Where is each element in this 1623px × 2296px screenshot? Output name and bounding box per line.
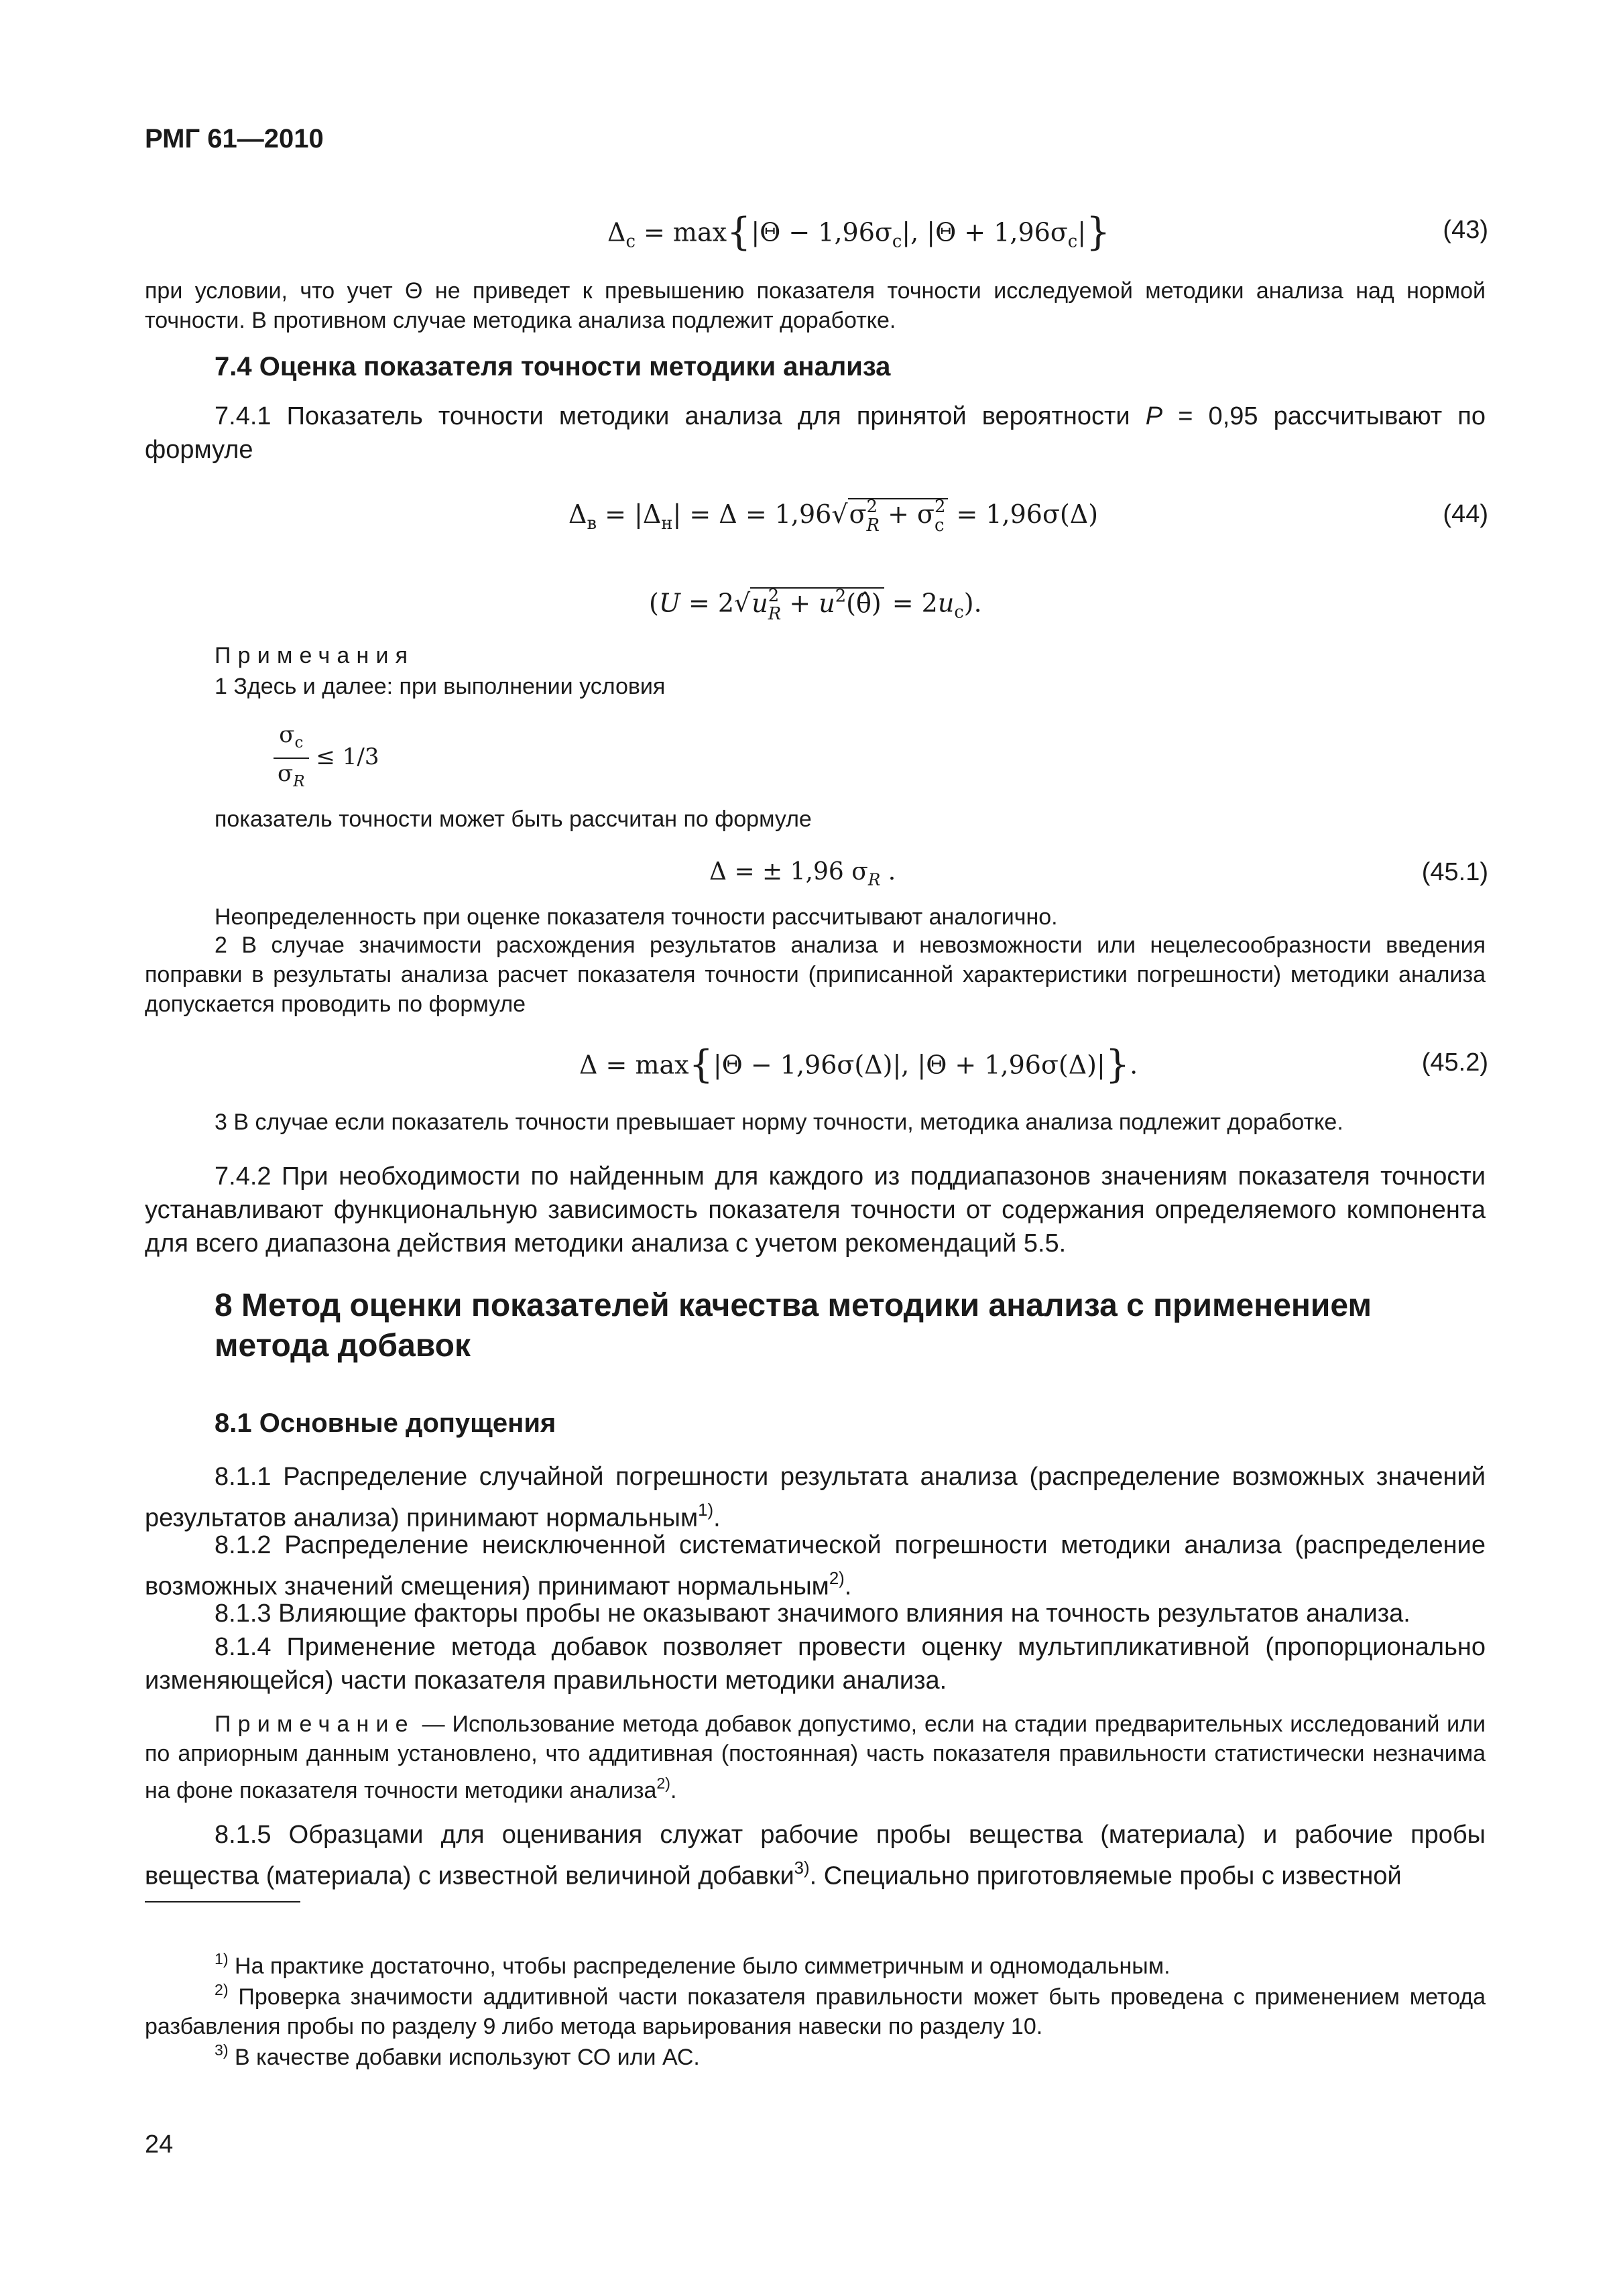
equation-number-45-2: (45.2) xyxy=(1421,1048,1488,1077)
note-2-text: 2 В случае значимости расхождения результатов анализа и невозможности или нецелесообразности введения поправки в результаты анализа расчет показателя точности (приписанной характеристики погрешности) методики анализа допускается проводить по формуле xyxy=(145,932,1486,1017)
notes-label: Примечания xyxy=(215,643,415,668)
section-8-1-heading: 8.1 Основные допущения xyxy=(215,1408,556,1438)
note-8-1-4: Примечание — Использование метода добавок допустимо, если на стадии предварительных исследований или по априорным данным установлено, что аддитивная (постоянная) часть показателя правильности статистически незначима на фоне показателя точности методики анализа$^{2)}$. xyxy=(145,1711,1486,1803)
footnote-2: $^{2)}$ Проверка значимости аддитивной части показателя правильности может быть проведена с применением метода разбавления пробы по разделу 9 либо метода варьирования навески по разделу 10. xyxy=(145,1981,1486,2039)
note-3-text: 3 В случае если показатель точности превышает норму точности, методика анализа подлежит доработке. xyxy=(215,1109,1343,1135)
equation-number-45-1: (45.1) xyxy=(1421,858,1488,886)
condition-paragraph: при условии, что учет Θ не приведет к превышению показателя точности исследуемой методики анализа над нормой точности. В противном случае методика анализа подлежит доработке. xyxy=(145,278,1486,333)
page-number: 24 xyxy=(145,2130,174,2159)
section-8-heading: 8 Метод оценки показателей качества методики анализа с применением метода добавок xyxy=(215,1288,1372,1364)
equation-number-43: (43) xyxy=(1443,216,1488,244)
equation-45-2: Δ = max{|Θ − 1,96σ(Δ)|, |Θ + 1,96σ(Δ)|}. xyxy=(579,1042,1138,1087)
footnote-separator xyxy=(145,1901,300,1902)
paragraph-8-1-3: 8.1.3 Влияющие факторы пробы не оказывают значимого влияния на точность результатов анализа. xyxy=(215,1599,1410,1628)
paragraph-7-4-1: 7.4.1 Показатель точности методики анализа для принятой вероятности P = 0,95 рассчитывают по формуле xyxy=(145,402,1486,464)
paragraph-8-1-4: 8.1.4 Применение метода добавок позволяет провести оценку мультипликативной (пропорционально изменяющейся) части показателя правильности методики анализа. xyxy=(145,1633,1486,1695)
paragraph-7-4-2: 7.4.2 При необходимости по найденным для каждого из поддиапазонов значениям показателя точности устанавливают функциональную зависимость показателя точности от содержания определяемого компонента для всего диапазона действия методики анализа с учетом рекомендаций 5.5. xyxy=(145,1162,1486,1258)
note-1-end: Неопределенность при оценке показателя точности рассчитывают аналогично. xyxy=(215,904,1058,930)
paragraph-8-1-2: 8.1.2 Распределение неисключенной систематической погрешности методики анализа (распределение возможных значений смещения) принимают нормальным$^{2)}$. xyxy=(145,1531,1486,1601)
equation-44: $\Delta_в = |\Delta_н| = \Delta = 1,96√\sigma$ 2 R + σ 2 с = 1,96σ(Δ) xyxy=(568,497,1099,536)
paragraph-8-1-1: 8.1.1 Распределение случайной погрешности результата анализа (распределение возможных значений результатов анализа) принимают нормальным$^{1)}$. xyxy=(145,1463,1486,1532)
footnote-1: $^{1)}$ На практике достаточно, чтобы распределение было симметричным и одномодальным. xyxy=(215,1950,1170,1979)
note-1-text: 1 Здесь и далее: при выполнении условия xyxy=(215,674,666,699)
section-7-4-heading: 7.4 Оценка показателя точности методики анализа xyxy=(215,352,891,381)
equation-43: $\Delta_с = \max\{|\Theta - 1,96\sigma_с|$, $|\Theta + 1,96\sigma_с|$} xyxy=(607,210,1111,254)
footnote-3: $^{3)}$ В качестве добавки используют СО или АС. xyxy=(215,2041,700,2070)
document-code-header: РМГ 61—2010 xyxy=(145,124,324,154)
note-1-continuation: показатель точности может быть рассчитан по формуле xyxy=(215,806,812,832)
paragraph-8-1-5: 8.1.5 Образцами для оценивания служат рабочие пробы вещества (материала) и рабочие пробы вещества (материала) с известной величиной добавки$^{3)}$. Специально приготовляемые пробы с известной xyxy=(145,1821,1486,1890)
equation-number-44: (44) xyxy=(1443,500,1488,528)
equation-45-1: Δ = ± 1,96 $\sigma_R$ . xyxy=(709,858,896,890)
condition-fraction: $\frac{\sigma_с}{\sigma_R}$ ≤ 1/3 xyxy=(274,720,379,796)
equation-expanded-uncertainty: (U = 2√u 2 R + $u^2(\thetâ) = 2u_с$). xyxy=(649,585,982,624)
